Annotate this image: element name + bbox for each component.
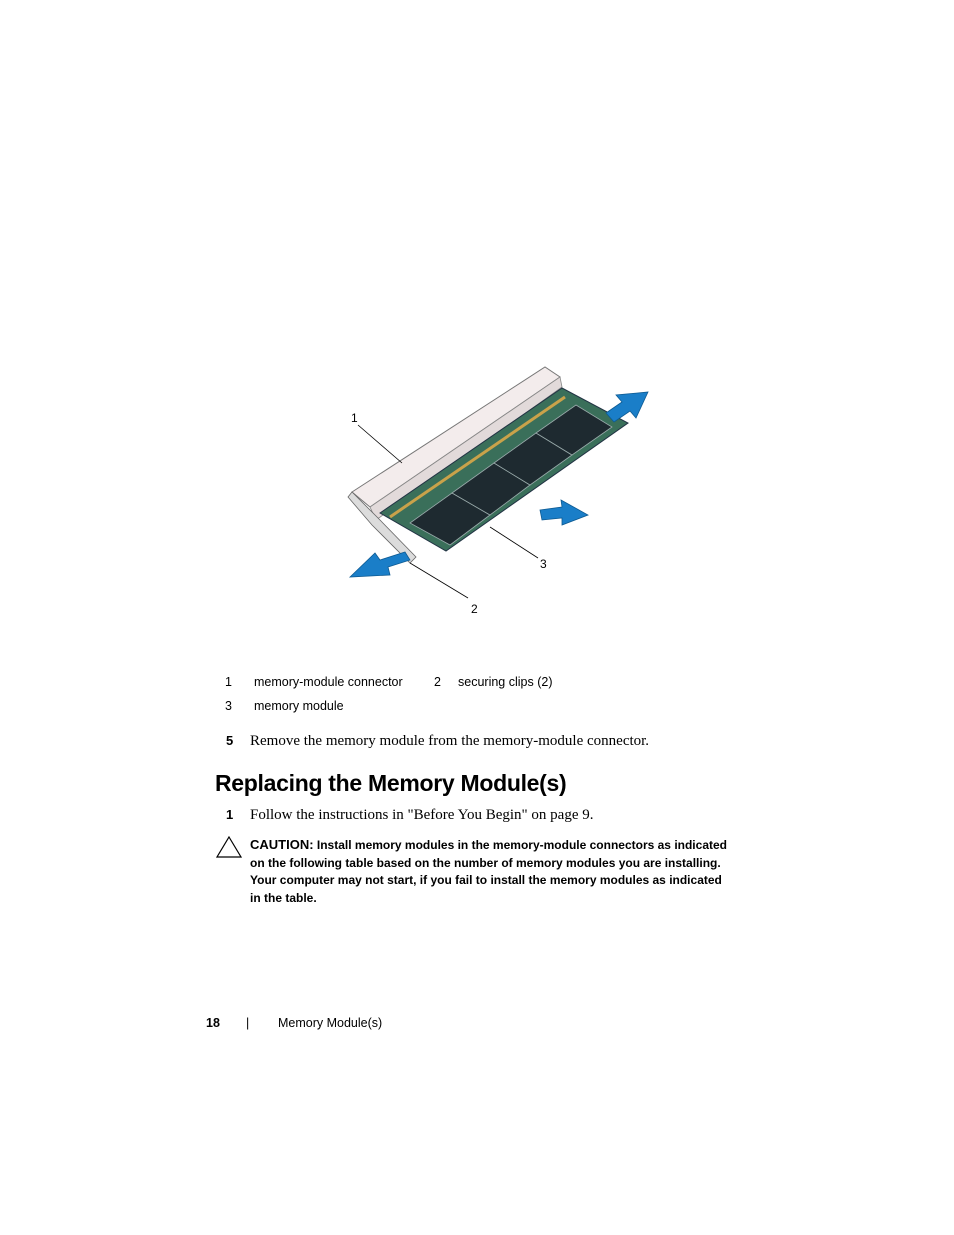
callout-2: 2 <box>471 602 478 616</box>
callout-leader-1 <box>358 425 402 463</box>
page-number: 18 <box>206 1016 220 1030</box>
callout-leader-2 <box>410 563 468 598</box>
arrow-up-right-icon <box>606 392 648 422</box>
step-text: Remove the memory module from the memory-module connector. <box>250 733 650 749</box>
legend-number: 3 <box>225 699 232 713</box>
legend-label: securing clips (2) <box>458 675 553 689</box>
caution-text: Install memory modules in the memory-module connectors as indicated on the following table based on the number of memory modules you are installing. Your computer may not start, if you fail to install the memory modules as indicated in the table. <box>250 838 727 905</box>
legend-label: memory-module connector <box>254 675 403 689</box>
memory-module-illustration <box>330 355 660 630</box>
caution-triangle-icon <box>216 836 242 858</box>
callout-3: 3 <box>540 557 547 571</box>
memory-module-drawing <box>330 355 660 630</box>
step-number: 5 <box>226 733 234 748</box>
step-5 <box>226 733 649 750</box>
caution-notice <box>250 836 730 907</box>
step-1 <box>226 807 593 824</box>
arrow-left-icon <box>350 552 410 577</box>
step-text: Follow the instructions in "Before You Begin" on page 9. <box>250 807 594 823</box>
legend-label: memory module <box>254 699 344 713</box>
legend-number: 2 <box>434 675 441 689</box>
legend-number: 1 <box>225 675 232 689</box>
footer-chapter: Memory Module(s) <box>278 1016 383 1030</box>
arrow-right-icon <box>540 500 588 525</box>
callout-1: 1 <box>351 411 358 425</box>
section-heading: Replacing the Memory Module(s) <box>215 770 567 796</box>
footer-separator: | <box>246 1016 250 1030</box>
caution-label: CAUTION: <box>250 837 314 852</box>
step-number: 1 <box>226 807 234 822</box>
callout-leader-3 <box>490 527 538 558</box>
